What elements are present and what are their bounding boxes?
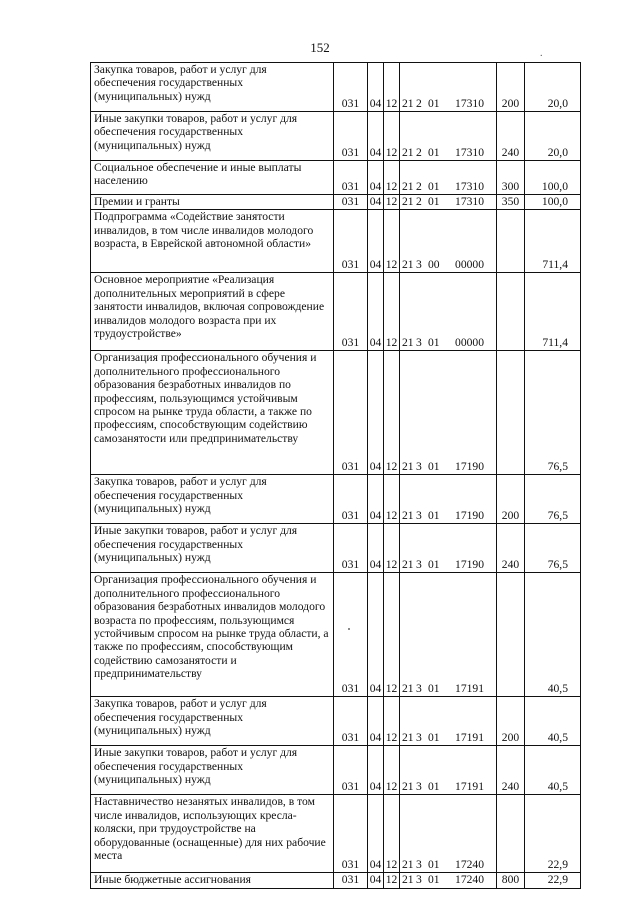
target-article-part: 21 xyxy=(402,873,414,887)
scan-speck xyxy=(348,628,350,630)
amount: 20,0 xyxy=(525,112,581,161)
target-article-part: 00000 xyxy=(455,258,484,271)
subsection-code: 12 xyxy=(384,112,400,161)
subsection-code: 12 xyxy=(384,161,400,195)
table-row xyxy=(91,273,581,351)
target-article-code xyxy=(400,195,497,210)
target-article-parts xyxy=(402,97,494,110)
target-article-part: 2 xyxy=(416,145,422,159)
item-name: Наставничество незанятых инвалидов, в том числе инвалидов, использующих кресла-коляски, при трудоустройстве на оборудованные (оснащенные) для них рабочие места xyxy=(91,795,334,873)
chapter-code: 031 xyxy=(334,63,368,112)
target-article-parts xyxy=(402,731,494,744)
target-article-part: 00 xyxy=(428,258,440,271)
target-article-part: 21 xyxy=(402,731,414,744)
target-article-parts xyxy=(402,195,494,208)
chapter-code: 031 xyxy=(334,873,368,888)
amount: 40,5 xyxy=(525,746,581,795)
subsection-code: 12 xyxy=(384,524,400,573)
target-article-part: 17240 xyxy=(455,873,484,887)
item-name: Иные закупки товаров, работ и услуг для обеспечения государственных (муниципальных) нужд xyxy=(91,524,334,573)
target-article-code xyxy=(400,524,497,573)
table-row xyxy=(91,161,581,195)
amount: 76,5 xyxy=(525,351,581,475)
target-article-code xyxy=(400,351,497,475)
target-article-part: 2 xyxy=(416,195,422,208)
target-article-part: 21 xyxy=(402,179,414,193)
table-row xyxy=(91,351,581,475)
target-article-part: 3 xyxy=(416,780,422,793)
target-article-part: 17310 xyxy=(455,179,484,193)
target-article-code xyxy=(400,161,497,195)
chapter-code: 031 xyxy=(334,195,368,210)
chapter-code: 031 xyxy=(334,475,368,524)
target-article-code xyxy=(400,746,497,795)
subsection-code: 12 xyxy=(384,475,400,524)
target-article-part: 3 xyxy=(416,258,422,271)
amount: 22,9 xyxy=(525,795,581,873)
section-code: 04 xyxy=(368,746,384,795)
target-article-part: 00000 xyxy=(455,336,484,349)
table-row xyxy=(91,873,581,888)
chapter-code: 031 xyxy=(334,112,368,161)
amount: 100,0 xyxy=(525,161,581,195)
section-code: 04 xyxy=(368,195,384,210)
target-article-part: 17191 xyxy=(455,731,484,744)
expense-type-code: 200 xyxy=(497,63,525,112)
target-article-part: 3 xyxy=(416,858,422,871)
target-article-parts xyxy=(402,180,494,193)
target-article-part: 17190 xyxy=(455,460,484,473)
target-article-part: 2 xyxy=(416,96,422,110)
section-code: 04 xyxy=(368,112,384,161)
expense-type-code: 300 xyxy=(497,161,525,195)
table-row xyxy=(91,795,581,873)
subsection-code: 12 xyxy=(384,351,400,475)
target-article-parts xyxy=(402,780,494,793)
expense-type-code xyxy=(497,351,525,475)
target-article-part: 21 xyxy=(402,858,414,871)
expense-type-code: 200 xyxy=(497,697,525,746)
subsection-code: 12 xyxy=(384,195,400,210)
expense-type-code xyxy=(497,573,525,697)
table-row xyxy=(91,524,581,573)
expense-type-code: 200 xyxy=(497,475,525,524)
section-code: 04 xyxy=(368,161,384,195)
target-article-code xyxy=(400,795,497,873)
subsection-code: 12 xyxy=(384,746,400,795)
target-article-code xyxy=(400,63,497,112)
target-article-part: 01 xyxy=(428,682,440,695)
subsection-code: 12 xyxy=(384,697,400,746)
target-article-part: 21 xyxy=(402,195,414,208)
subsection-code: 12 xyxy=(384,210,400,273)
target-article-part: 01 xyxy=(428,780,440,793)
target-article-code xyxy=(400,573,497,697)
target-article-part: 01 xyxy=(428,179,440,193)
target-article-part: 01 xyxy=(428,336,440,349)
table-row xyxy=(91,210,581,273)
corner-mark: . xyxy=(540,48,543,59)
target-article-part: 17310 xyxy=(455,145,484,159)
target-article-parts xyxy=(402,460,494,473)
amount: 22,9 xyxy=(525,873,581,888)
item-name: Иные бюджетные ассигнования xyxy=(91,873,334,888)
chapter-code: 031 xyxy=(334,795,368,873)
chapter-code: 031 xyxy=(334,697,368,746)
target-article-part: 17191 xyxy=(455,682,484,695)
table-row xyxy=(91,112,581,161)
subsection-code: 12 xyxy=(384,273,400,351)
target-article-part: 01 xyxy=(428,509,440,522)
target-article-part: 21 xyxy=(402,780,414,793)
target-article-part: 3 xyxy=(416,558,422,571)
target-article-part: 17190 xyxy=(455,558,484,571)
expense-type-code: 240 xyxy=(497,524,525,573)
section-code: 04 xyxy=(368,475,384,524)
item-name: Закупка товаров, работ и услуг для обеспечения государственных (муниципальных) нужд xyxy=(91,475,334,524)
page-number: 152 xyxy=(310,40,330,55)
target-article-part: 21 xyxy=(402,96,414,110)
table-row xyxy=(91,63,581,112)
subsection-code: 12 xyxy=(384,873,400,888)
amount: 711,4 xyxy=(525,210,581,273)
chapter-code: 031 xyxy=(334,210,368,273)
target-article-parts xyxy=(402,258,494,271)
item-name: Иные закупки товаров, работ и услуг для обеспечения государственных (муниципальных) нужд xyxy=(91,746,334,795)
target-article-parts xyxy=(402,509,494,522)
table-row xyxy=(91,746,581,795)
section-code: 04 xyxy=(368,524,384,573)
target-article-part: 01 xyxy=(428,195,440,208)
item-name: Подпрограмма «Содействие занятости инвалидов, в том числе инвалидов молодого возраста, в Еврейской автономной области» xyxy=(91,210,334,273)
target-article-part: 01 xyxy=(428,145,440,159)
subsection-code: 12 xyxy=(384,63,400,112)
target-article-part: 17310 xyxy=(455,96,484,110)
target-article-parts xyxy=(402,336,494,349)
amount: 76,5 xyxy=(525,524,581,573)
budget-table xyxy=(90,62,581,889)
target-article-part: 01 xyxy=(428,873,440,887)
item-name: Организация профессионального обучения и дополнительного профессионального образования безработных инвалидов по профессиям, пользующимся устойчивым спросом на рынке труда области, а также по профессиям, способствующим содействию самозанятости или предпринимательству xyxy=(91,351,334,475)
target-article-code xyxy=(400,273,497,351)
chapter-code: 031 xyxy=(334,524,368,573)
target-article-part: 21 xyxy=(402,558,414,571)
chapter-code: 031 xyxy=(334,351,368,475)
table-row xyxy=(91,475,581,524)
expense-type-code: 800 xyxy=(497,873,525,888)
target-article-part: 3 xyxy=(416,509,422,522)
target-article-part: 01 xyxy=(428,96,440,110)
target-article-part: 3 xyxy=(416,682,422,695)
expense-type-code xyxy=(497,795,525,873)
amount: 76,5 xyxy=(525,475,581,524)
item-name: Закупка товаров, работ и услуг для обеспечения государственных (муниципальных) нужд xyxy=(91,697,334,746)
budget-table-body xyxy=(91,63,581,889)
target-article-part: 21 xyxy=(402,258,414,271)
target-article-part: 21 xyxy=(402,460,414,473)
subsection-code: 12 xyxy=(384,573,400,697)
item-name: Премии и гранты xyxy=(91,195,334,210)
item-name: Основное мероприятие «Реализация дополнительных мероприятий в сфере занятости инвалидов, включая сопровождение инвалидов молодого возраста при их трудоустройстве» xyxy=(91,273,334,351)
section-code: 04 xyxy=(368,63,384,112)
target-article-part: 3 xyxy=(416,731,422,744)
section-code: 04 xyxy=(368,210,384,273)
target-article-part: 2 xyxy=(416,179,422,193)
target-article-part: 21 xyxy=(402,682,414,695)
target-article-code xyxy=(400,475,497,524)
expense-type-code: 350 xyxy=(497,195,525,210)
target-article-parts xyxy=(402,682,494,695)
target-article-parts xyxy=(402,558,494,571)
item-name: Иные закупки товаров, работ и услуг для обеспечения государственных (муниципальных) нужд xyxy=(91,112,334,161)
target-article-part: 21 xyxy=(402,336,414,349)
target-article-part: 3 xyxy=(416,460,422,473)
expense-type-code: 240 xyxy=(497,746,525,795)
target-article-code xyxy=(400,697,497,746)
target-article-part: 01 xyxy=(428,731,440,744)
target-article-part: 21 xyxy=(402,509,414,522)
amount: 20,0 xyxy=(525,63,581,112)
target-article-part: 01 xyxy=(428,460,440,473)
target-article-part: 17240 xyxy=(455,858,484,871)
chapter-code: 031 xyxy=(334,573,368,697)
target-article-parts xyxy=(402,146,494,159)
section-code: 04 xyxy=(368,273,384,351)
section-code: 04 xyxy=(368,795,384,873)
target-article-part: 21 xyxy=(402,145,414,159)
section-code: 04 xyxy=(368,873,384,888)
target-article-part: 01 xyxy=(428,858,440,871)
expense-type-code xyxy=(497,273,525,351)
amount: 40,5 xyxy=(525,697,581,746)
expense-type-code xyxy=(497,210,525,273)
expense-type-code: 240 xyxy=(497,112,525,161)
table-row xyxy=(91,195,581,210)
target-article-parts xyxy=(402,858,494,871)
target-article-part: 17190 xyxy=(455,509,484,522)
target-article-code xyxy=(400,873,497,888)
item-name: Закупка товаров, работ и услуг для обеспечения государственных (муниципальных) нужд xyxy=(91,63,334,112)
target-article-part: 3 xyxy=(416,873,422,887)
target-article-part: 3 xyxy=(416,336,422,349)
subsection-code: 12 xyxy=(384,795,400,873)
chapter-code: 031 xyxy=(334,746,368,795)
target-article-code xyxy=(400,112,497,161)
target-article-part: 17310 xyxy=(455,195,484,208)
section-code: 04 xyxy=(368,351,384,475)
target-article-parts xyxy=(402,873,494,886)
section-code: 04 xyxy=(368,697,384,746)
chapter-code: 031 xyxy=(334,161,368,195)
chapter-code: 031 xyxy=(334,273,368,351)
amount: 711,4 xyxy=(525,273,581,351)
table-row xyxy=(91,697,581,746)
section-code: 04 xyxy=(368,573,384,697)
item-name: Социальное обеспечение и иные выплаты населению xyxy=(91,161,334,195)
item-name: Организация профессионального обучения и дополнительного профессионального образования безработных инвалидов молодого возраста по профессиям, пользующимся устойчивым спросом на рынке труда области, а также по профессиям, способствующим содействию самозанятости и предпринимательству xyxy=(91,573,334,697)
table-row xyxy=(91,573,581,697)
target-article-part: 17191 xyxy=(455,780,484,793)
amount: 40,5 xyxy=(525,573,581,697)
target-article-part: 01 xyxy=(428,558,440,571)
amount: 100,0 xyxy=(525,195,581,210)
target-article-code xyxy=(400,210,497,273)
